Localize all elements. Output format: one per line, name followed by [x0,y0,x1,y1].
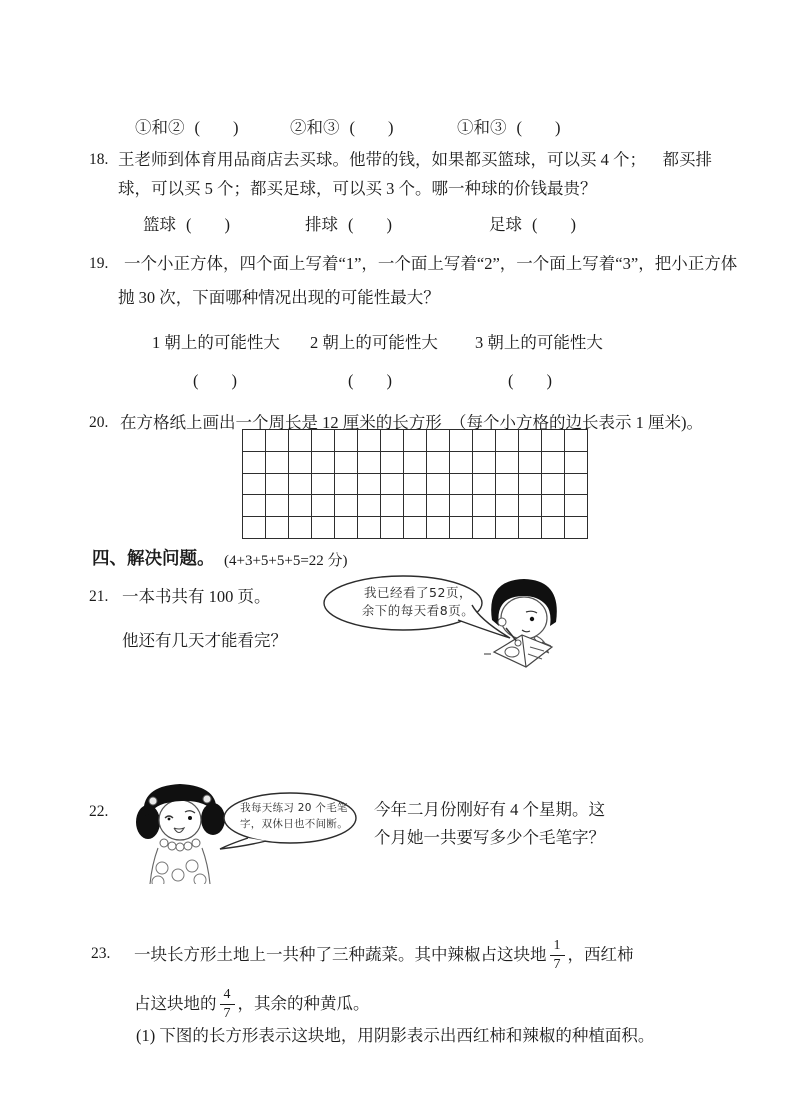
q23-line2-text: 占这块地的 [134,994,217,1014]
q17-pair-2-blank: ( ) [349,118,394,137]
grid-cell [312,474,335,496]
grid-cell [496,474,519,496]
q23-fraction-4-7 [220,988,235,1021]
q23-fraction-1-7-denominator: 7 [550,955,565,972]
grid-cell [496,452,519,474]
q19-blank-2: ( ) [348,371,392,390]
grid-cell [427,495,450,517]
q20-grid [242,429,588,539]
grid-cell [473,452,496,474]
grid-cell [427,517,450,539]
q23-part1: (1) 下图的长方形表示这块地，用阴影表示出西红柿和辣椒的种植面积。 [136,1026,655,1045]
grid-cell [427,452,450,474]
q22-bubble-line1: 我每天练习 20 个毛笔 [240,802,348,815]
q18-option-volleyball-blank: ( ) [348,215,392,234]
grid-cell [473,430,496,452]
grid-cell [312,517,335,539]
grid-cell [542,474,565,496]
grid-cell [496,430,519,452]
grid-cell [243,452,266,474]
q21-number: 21. [89,588,109,605]
grid-cell [450,495,473,517]
q18-option-volleyball [305,211,392,235]
grid-cell [427,474,450,496]
grid-cell [473,474,496,496]
grid-cell [335,495,358,517]
q23-fraction-1-7-numerator: 1 [553,937,561,953]
grid-cell [358,430,381,452]
grid-cell [450,474,473,496]
q19-line1: 一个小正方体，四个面上写着“1”，一个面上写着“2”，一个面上写着“3”，把小正方体 [124,254,738,273]
q23-line1 [134,930,634,980]
grid-cell [473,517,496,539]
grid-cell [542,452,565,474]
grid-cell [358,517,381,539]
q23-line1-tail: ，西红柿 [567,945,634,965]
q18-option-football-label: 足球 [489,215,522,234]
q23-line2-tail: ，其余的种黄瓜。 [237,994,370,1014]
grid-cell [243,517,266,539]
grid-cell [565,452,588,474]
grid-cell [565,474,588,496]
q17-pair-3 [457,114,561,138]
grid-cell [266,495,289,517]
grid-cell [542,495,565,517]
q17-pair-1-label: ①和② [135,118,185,137]
grid-cell [289,474,312,496]
grid-cell [404,452,427,474]
grid-cell [381,430,404,452]
q22-line2: 个月她一共要写多少个毛笔字？ [374,828,605,847]
grid-cell [312,495,335,517]
section4-title: 四、解决问题。 [92,548,215,568]
q23-line2 [134,979,370,1029]
q19-line2: 抛 30 次，下面哪种情况出现的可能性最大？ [118,288,440,307]
grid-cell [427,430,450,452]
section4-score: (4+3+5+5+5=22 分) [224,553,348,569]
grid-cell [542,517,565,539]
grid-cell [358,495,381,517]
q19-option-3: 3 朝上的可能性大 [475,333,603,352]
q18-option-basketball [143,211,230,235]
grid-cell [266,474,289,496]
grid-cell [496,517,519,539]
grid-cell [243,430,266,452]
grid-cell [404,474,427,496]
grid-cell [381,517,404,539]
grid-cell [358,474,381,496]
q17-pair-3-label: ①和③ [457,118,507,137]
q20-text: 在方格纸上画出一个周长是 12 厘米的长方形 （每个小方格的边长表示 1 厘米)。 [120,413,703,432]
grid-cell [450,517,473,539]
grid-cell [289,452,312,474]
grid-cell [496,495,519,517]
q23-fraction-1-7 [550,939,565,972]
grid-cell [266,452,289,474]
grid-cell [565,430,588,452]
q18-line2: 球，可以买 5 个；都买足球，可以买 3 个。哪一种球的价钱最贵？ [118,179,597,198]
grid-cell [266,517,289,539]
q18-option-football [489,211,576,235]
grid-cell [266,430,289,452]
q19-option-1: 1 朝上的可能性大 [152,333,280,352]
grid-cell [565,495,588,517]
grid-cell [243,495,266,517]
q22-bubble-line2: 字，双休日也不间断。 [240,818,348,831]
q19-blank-1: ( ) [193,371,237,390]
q18-number: 18. [89,151,109,168]
q19-option-2: 2 朝上的可能性大 [310,333,438,352]
q21-bubble-line1: 我已经看了52页， [364,584,472,600]
q19-number: 19. [89,255,109,272]
q21-line1: 一本书共有 100 页。 [122,587,271,606]
grid-cell [243,474,266,496]
grid-cell [335,430,358,452]
q17-pair-2 [290,114,394,138]
q17-pair-1 [135,114,239,138]
grid-cell [519,430,542,452]
girl-illustration [132,776,228,888]
q17-pair-2-label: ②和③ [290,118,340,137]
grid-cell [542,430,565,452]
q17-pair-3-blank: ( ) [516,118,561,137]
q18-option-volleyball-label: 排球 [305,215,338,234]
grid-cell [381,452,404,474]
grid-cell [312,452,335,474]
q22-number: 22. [89,803,109,820]
grid-cell [289,517,312,539]
grid-cell [335,474,358,496]
q18-option-basketball-blank: ( ) [186,215,230,234]
q17-pair-1-blank: ( ) [194,118,239,137]
grid-cell [335,517,358,539]
q23-line1-text: 一块长方形土地上一共种了三种蔬菜。其中辣椒占这块地 [134,945,547,965]
grid-cell [519,452,542,474]
grid-cell [381,495,404,517]
q23-fraction-4-7-numerator: 4 [223,986,231,1002]
grid-cell [473,495,496,517]
q18-line1: 王老师到体育用品商店去买球。他带的钱，如果都买篮球，可以买 4 个； 都买排 [118,150,712,169]
grid-cell [312,430,335,452]
boy-reading-illustration [472,572,576,676]
grid-cell [519,474,542,496]
q19-blank-3: ( ) [508,371,552,390]
grid-cell [519,495,542,517]
grid-cell [565,517,588,539]
grid-cell [381,474,404,496]
grid-cell [335,452,358,474]
grid-cell [404,430,427,452]
grid-cell [289,495,312,517]
q22-bubble-text [218,788,370,845]
grid-cell [519,517,542,539]
q20-number: 20. [89,414,109,431]
q18-option-basketball-label: 篮球 [143,215,176,234]
grid-cell [450,452,473,474]
grid-cell [450,430,473,452]
q23-number: 23. [91,945,111,962]
q21-bubble-line2: 余下的每天看8页。 [361,603,475,619]
q22-line1: 今年二月份刚好有 4 个星期。这 [374,800,605,819]
q22-speech-bubble [218,788,370,854]
grid-cell [358,452,381,474]
grid-cell [404,495,427,517]
grid-cell [289,430,312,452]
q23-fraction-4-7-denominator: 7 [220,1004,235,1021]
grid-cell [404,517,427,539]
q21-line2: 他还有几天才能看完？ [122,631,287,650]
q18-option-football-blank: ( ) [532,215,576,234]
